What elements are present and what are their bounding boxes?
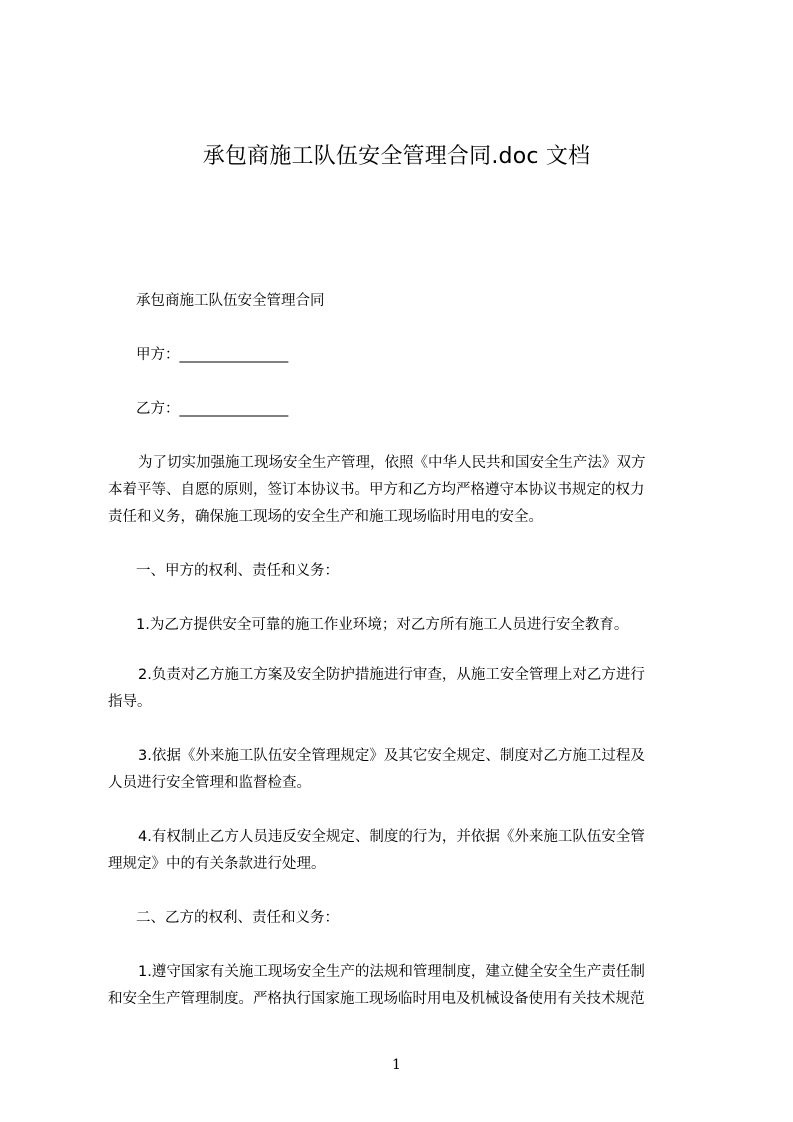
party-a-line: 甲方：_______________ [136, 347, 289, 363]
section-a-heading: 一、甲方的权利、责任和义务： [136, 563, 339, 579]
intro-line-1: 为了切实加强施工现场安全生产管理，依照《中华人民共和国安全生产法》双方 [138, 455, 646, 471]
page-number: 1 [392, 1057, 401, 1073]
section-a-item-1-line-1: 1.为乙方提供安全可靠的施工作业环境；对乙方所有施工人员进行安全教育。 [136, 617, 629, 633]
section-b-item-1-line-2: 和安全生产管理制度。严格执行国家施工现场临时用电及机械设备使用有关技术规范 [108, 991, 645, 1007]
intro-line-2: 本着平等、自愿的原则，签订本协议书。甲方和乙方均严格遵守本协议书规定的权力 [108, 482, 645, 498]
section-a-item-3-line-1: 3.依据《外来施工队伍安全管理规定》及其它安全规定、制度对乙方施工过程及 [138, 748, 645, 764]
document-title: 承包商施工队伍安全管理合同.doc 文档 [202, 144, 591, 169]
contract-title: 承包商施工队伍安全管理合同 [136, 293, 325, 309]
party-b-line: 乙方：_______________ [136, 401, 289, 417]
intro-line-3: 责任和义务，确保施工现场的安全生产和施工现场临时用电的安全。 [108, 509, 543, 525]
section-b-item-1-line-1: 1.遵守国家有关施工现场安全生产的法规和管理制度，建立健全安全生产责任制 [138, 964, 645, 980]
section-a-item-3-line-2: 人员进行安全管理和监督检查。 [108, 775, 311, 791]
section-a-item-2-line-1: 2.负责对乙方施工方案及安全防护措施进行审查，从施工安全管理上对乙方进行 [138, 667, 645, 683]
section-b-heading: 二、乙方的权利、责任和义务： [136, 910, 339, 926]
section-a-item-2-line-2: 指导。 [108, 694, 152, 710]
section-a-item-4-line-2: 理规定》中的有关条款进行处理。 [108, 856, 326, 872]
section-a-item-4-line-1: 4.有权制止乙方人员违反安全规定、制度的行为，并依据《外来施工队伍安全管 [138, 829, 645, 845]
